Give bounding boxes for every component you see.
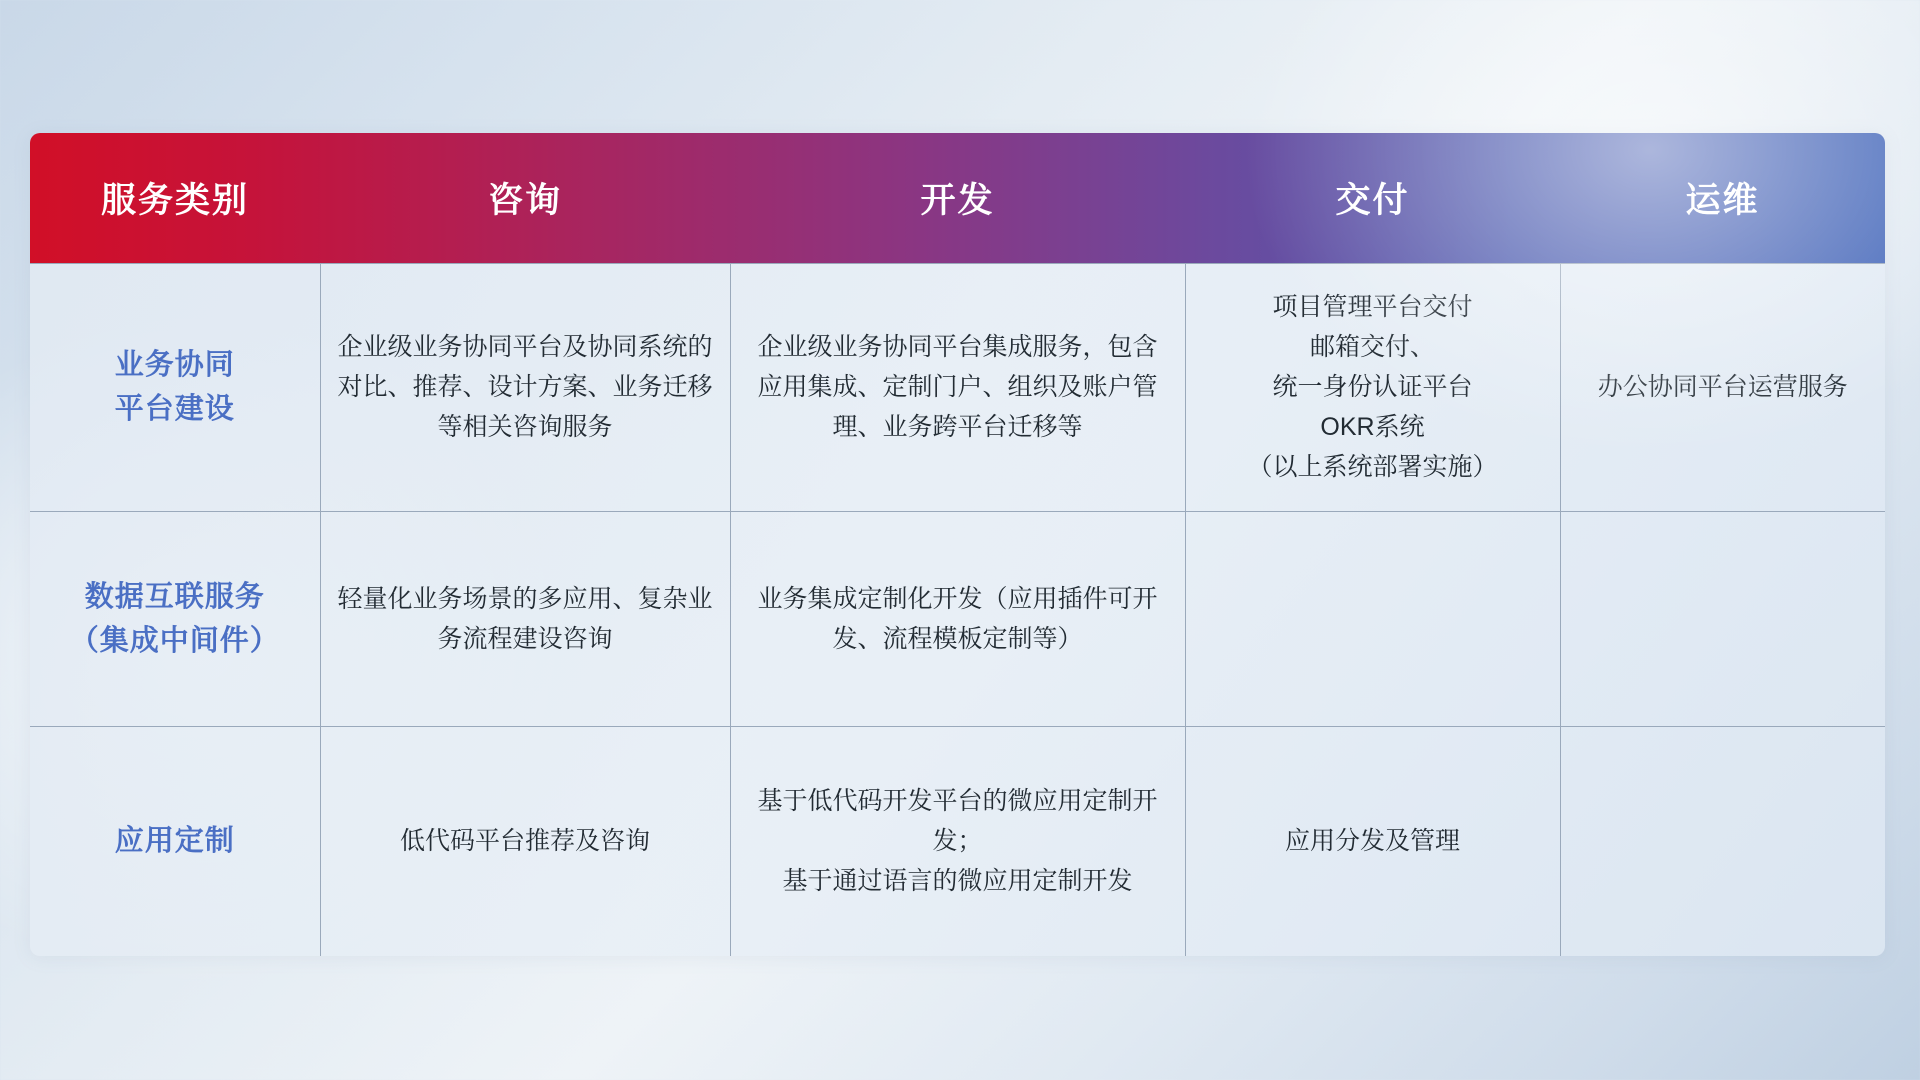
- header-cell-development: [730, 133, 1185, 263]
- header-label: 开发: [920, 180, 995, 220]
- category-line: 数据互联服务: [84, 580, 265, 613]
- header-cell-service-category: [30, 133, 320, 263]
- delivery-line: （以上系统部署实施）: [1247, 453, 1498, 481]
- category-line: （集成中间件）: [69, 624, 280, 657]
- cell-development: 业务集成定制化开发（应用插件可开发、流程模板定制等）: [730, 511, 1185, 726]
- cell-consulting: 轻量化业务场景的多应用、复杂业务流程建设咨询: [320, 511, 730, 726]
- cell-consulting: 企业级业务协同平台及协同系统的对比、推荐、设计方案、业务迁移等相关咨询服务: [320, 263, 730, 511]
- cell-operations: [1560, 726, 1885, 956]
- table-header-row: [30, 133, 1885, 263]
- cell-development: 企业级业务协同平台集成服务，包含应用集成、定制门户、组织及账户管理、业务跨平台迁移等: [730, 263, 1185, 511]
- development-line: 基于低代码开发平台的微应用定制开发；: [757, 787, 1158, 856]
- row-category-label: [30, 263, 320, 511]
- category-line: 平台建设: [114, 393, 235, 425]
- development-line: 基于通过语言的微应用定制开发: [782, 867, 1133, 896]
- cell-delivery: [1185, 726, 1560, 956]
- cell-development: [730, 726, 1185, 956]
- category-line: 应用定制: [114, 825, 235, 858]
- category-line: 业务协同: [114, 349, 235, 381]
- table-row: [30, 263, 1885, 511]
- cell-operations: 办公协同平台运营服务: [1560, 263, 1885, 511]
- table-row: [30, 511, 1885, 726]
- header-label: 服务类别: [100, 180, 249, 220]
- header-cell-operations: [1560, 133, 1885, 263]
- header-label: 运维: [1685, 180, 1760, 220]
- header-label: 交付: [1335, 180, 1410, 220]
- header-cell-consulting: [320, 133, 730, 263]
- table-row: [30, 726, 1885, 956]
- cell-operations: [1560, 511, 1885, 726]
- table-body: [30, 263, 1885, 956]
- delivery-line: 项目管理平台交付: [1272, 293, 1473, 321]
- cell-delivery: [1185, 511, 1560, 726]
- delivery-line: 应用分发及管理: [1284, 827, 1460, 856]
- service-matrix-table: [30, 133, 1885, 956]
- header-label: 咨询: [487, 180, 562, 220]
- delivery-line: 统一身份认证平台: [1272, 373, 1473, 401]
- cell-delivery: [1185, 263, 1560, 511]
- delivery-line: 邮箱交付、: [1309, 333, 1435, 361]
- header-cell-delivery: [1185, 133, 1560, 263]
- delivery-line: OKR系统: [1320, 413, 1425, 441]
- table-header: [30, 133, 1885, 263]
- cell-consulting: 低代码平台推荐及咨询: [320, 726, 730, 956]
- row-category-label: [30, 511, 320, 726]
- row-category-label: [30, 726, 320, 956]
- service-matrix-table-container: [30, 133, 1885, 956]
